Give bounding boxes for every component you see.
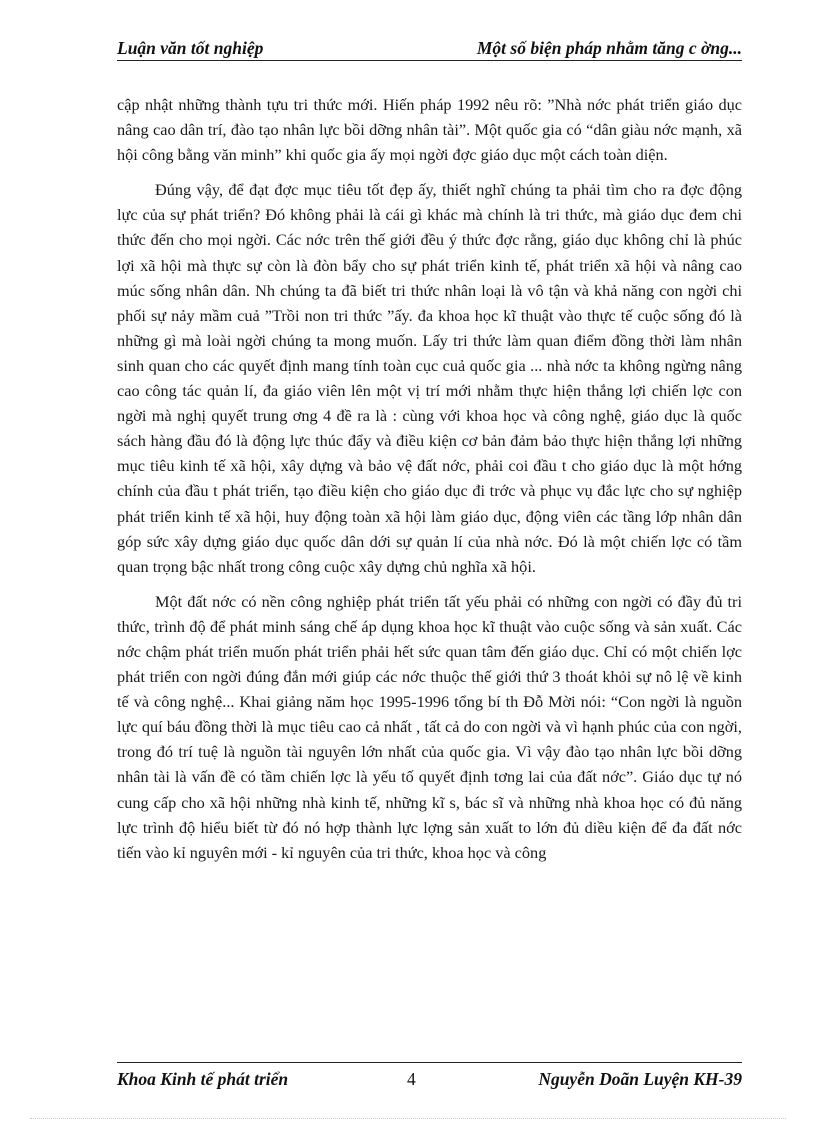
page-header	[117, 34, 742, 61]
footer-author: Nguyễn Doãn Luyện KH-39	[538, 1069, 742, 1089]
paragraph-3: Một đất nớc có nền công nghiệp phát triển tất yếu phải có những con ngời có đầy đủ tri thức, trình độ để phát minh sáng chế áp dụng khoa học kĩ thuật vào cuộc sống và sản xuất. Các nớc chậm phát triển muốn phát triển phải hết sức quan tâm đến giáo dục. Chỉ có một chiến lợc phát triển con ngời đúng đắn mới giúp các nớc thuộc thế giới thứ 3 thoát khỏi sự nô lệ về kinh tế và công nghệ... Khai giảng năm học 1995-1996 tổng bí th Đỗ Mời nói: “Con ngời là nguồn lực quí báu đồng thời là mục tiêu cao cả nhất , tất cả do con ngời và vì hạnh phúc của con ngời, trong đó trí tuệ là nguồn tài nguyên lớn nhất của quốc gia. Vì vậy đào tạo nhân lực bồi dỡng nhân tài là vấn đề có tầm chiến lợc là yếu tố quyết định tơng lai của đất nớc”. Giáo dục tự nó cung cấp cho xã hội những nhà kinh tế, những kĩ s, bác sĩ và những nhà khoa học có đủ năng lực trình độ hiểu biết từ đó nó hợp thành lực lợng sản xuất to lớn đủ diều kiện để đa đất nớc tiến vào kỉ nguyên mới - kỉ nguyên của tri thức, khoa học và công	[117, 591, 742, 862]
footer-faculty: Khoa Kinh tế phát triển	[117, 1069, 289, 1089]
paragraph-2: Đúng vậy, để đạt đợc mục tiêu tốt đẹp ấy, thiết nghĩ chúng ta phải tìm cho ra đợc động lực của sự phát triển? Đó không phải là cái gì khác mà chính là tri thức, mà giáo dục đem chi thức đến cho mọi ngời. Các nớc trên thế giới đều ý thức đợc rằng, giáo dục không chỉ là phúc lợi xã hội mà thực sự còn là đòn bẩy cho sự phát triển kinh tế, phát triển xã hội và nâng cao múc sống nhân dân. Nh chúng ta đã biết tri thức nhân loại là vô tận và khả năng con ngời chi phối sự nảy mầm cuả ”Trồi non tri thức ”ấy. đa khoa học kĩ thuật vào thực tế cuộc sống đó là những gì mà loài ngời chúng ta mong muốn. Lấy tri thức làm quan điểm đồng thời làm nhân sinh quan cho các quyết định mang tính toàn cục cuả quốc gia ... nhà nớc ta không ngừng nâng cao công tác quản lí, đa giáo viên lên một vị trí mới nhằm thực hiện thắng lợi chiến lợc con ngời mà nghị quyết trung ơng 4 đề ra là : cùng với khoa học và công nghệ, giáo dục là quốc sách hàng đầu đó là động lực thúc đẩy và điều kiện cơ bản đảm bảo thực hiện thắng lợi những mục tiêu kinh tế xã hội, xây dựng và bảo vệ đất nớc, phải coi đầu t cho giáo dục là một hớng chính của đầu t phát triển, tạo điều kiện cho giáo dục đi trớc và phục vụ đắc lực cho sự nghiệp phát triển kinh tế xã hội, huy động toàn xã hội làm giáo dục, động viên các tầng lớp nhân dân góp sức xây dựng giáo dục quốc dân dới sự quản lí của nhà nớc. Đó là một chiến lợc có tầm quan trọng bậc nhất trong công cuộc xây dựng chủ nghĩa xã hội.	[117, 180, 742, 576]
paragraph-1: cập nhật những thành tựu tri thức mới. Hiến pháp 1992 nêu rõ: ”Nhà nớc phát triển giáo dục nâng cao dân trí, đào tạo nhân lực bồi dỡng nhân tài”. Một quốc gia có “dân giàu nớc mạnh, xã hội công bằng văn minh” khi quốc gia ấy mọi ngời đợc giáo dục một cách toàn diện.	[117, 95, 742, 165]
document-body	[117, 92, 742, 875]
page-edge-divider	[30, 1118, 786, 1119]
page-number: 4	[407, 1069, 416, 1089]
header-thesis-title: Một số biện pháp nhằm tăng c ờng...	[476, 38, 742, 58]
page-footer	[117, 1062, 742, 1093]
header-thesis-label: Luận văn tốt nghiệp	[117, 38, 264, 58]
